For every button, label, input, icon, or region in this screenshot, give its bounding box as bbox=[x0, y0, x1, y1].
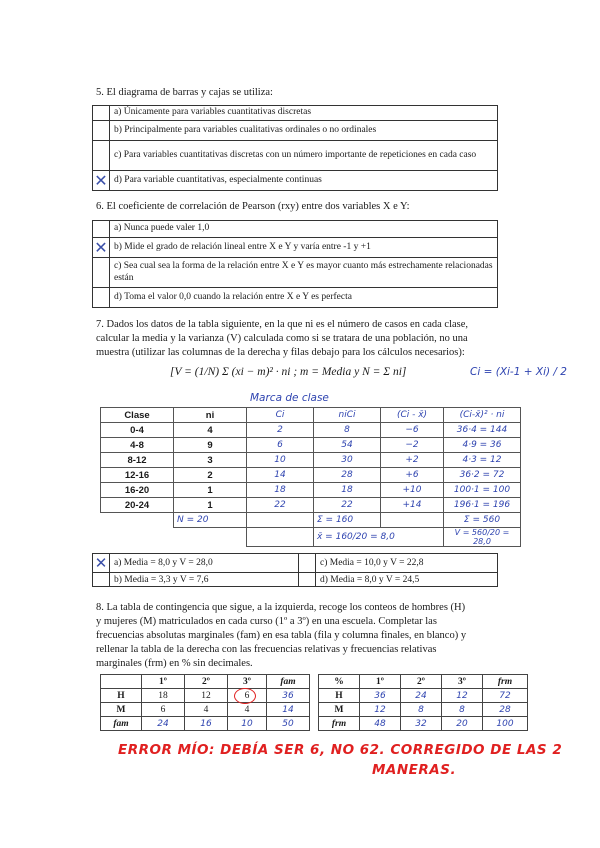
q7-cell[interactable]: 4·3 = 12 bbox=[444, 453, 521, 468]
q7-sum-n[interactable]: N = 20 bbox=[174, 513, 247, 528]
error-note-line1: ERROR MÍO: DEBÍA SER 6, NO 62. CORREGIDO DE LAS 2 bbox=[118, 742, 563, 758]
q7-cell[interactable]: 22 bbox=[314, 498, 381, 513]
q8-cell[interactable]: 32 bbox=[401, 717, 442, 731]
q7-cell: 8-12 bbox=[101, 453, 174, 468]
table-row bbox=[319, 689, 528, 703]
table-row bbox=[101, 438, 521, 453]
q7-cell[interactable]: 22 bbox=[247, 498, 314, 513]
q8-cell-value: 6 bbox=[244, 690, 250, 701]
q8-cell[interactable]: 24 bbox=[142, 717, 185, 731]
q7-cell[interactable]: +10 bbox=[381, 483, 444, 498]
q8-cell: M bbox=[101, 703, 142, 717]
q7-cell[interactable]: 18 bbox=[247, 483, 314, 498]
error-note-line2: MANERAS. bbox=[372, 762, 457, 778]
q8-count-table bbox=[100, 674, 310, 731]
q7-header-class: Clase bbox=[101, 408, 174, 423]
q7-class-mark-note: Marca de clase bbox=[250, 392, 329, 404]
q7-title-line3: muestra (utilizar las columnas de la derecha y filas debajo para los cálculos necesarios): bbox=[96, 347, 465, 358]
q7-cell[interactable]: +6 bbox=[381, 468, 444, 483]
q6-mark-b[interactable]: ✕ bbox=[94, 237, 108, 257]
q8-cell[interactable]: 36 bbox=[267, 689, 310, 703]
q7-answer-d: d) Media = 8,0 y V = 24,5 bbox=[316, 573, 498, 587]
q7-header-sq: (Ci-x̄)² · ni bbox=[444, 408, 521, 423]
q7-cell[interactable]: 30 bbox=[314, 453, 381, 468]
q8-cell: fam bbox=[101, 717, 142, 731]
q7-title-line2: calcular la media y la varianza (V) calculada como si se tratara de una población, no una bbox=[96, 333, 468, 344]
q7-class-mark-formula: Ci = (Xi-1 + Xi) / 2 bbox=[470, 366, 567, 378]
q7-cell[interactable] bbox=[247, 528, 314, 547]
q7-cell[interactable]: 36·2 = 72 bbox=[444, 468, 521, 483]
table-row bbox=[101, 483, 521, 498]
q8-line3: frecuencias absolutas marginales (fam) en esa tabla (fila y columna finales, en blanco) y bbox=[96, 630, 467, 641]
q7-cell: 16-20 bbox=[101, 483, 174, 498]
q7-cell[interactable] bbox=[247, 513, 314, 528]
q7-cell bbox=[101, 513, 174, 528]
q8-cell: 4 bbox=[185, 703, 228, 717]
q5-option-a: a) Únicamente para variables cuantitativas discretas bbox=[110, 106, 498, 121]
q8-cell: 12 bbox=[185, 689, 228, 703]
q7-var-calc[interactable]: V = 560/20 = 28,0 bbox=[444, 528, 521, 547]
table-row bbox=[101, 528, 521, 547]
q6-option-d: d) Toma el valor 0,0 cuando la relación entre X e Y es perfecta bbox=[110, 288, 498, 308]
q7-cell: 4 bbox=[174, 423, 247, 438]
q7-cell: 3 bbox=[174, 453, 247, 468]
table-row bbox=[101, 423, 521, 438]
q8-cell: M bbox=[319, 703, 360, 717]
q8-line5: marginales (frm) en % sin decimales. bbox=[96, 658, 253, 669]
table-row bbox=[101, 689, 310, 703]
q7-cell bbox=[101, 528, 174, 547]
q7-cell: 20-24 bbox=[101, 498, 174, 513]
q7-mark-a[interactable]: ✕ bbox=[93, 554, 110, 573]
table-row bbox=[319, 703, 528, 717]
q8-line2: y mujeres (M) matriculados en cada curso (1º a 3º) en una escuela. Completar las bbox=[96, 616, 437, 627]
q7-cell[interactable]: 54 bbox=[314, 438, 381, 453]
q5-title: 5. El diagrama de barras y cajas se utiliza: bbox=[96, 87, 273, 98]
q8-line4: rellenar la tabla de la derecha con las frecuencias relativas y frecuencias relativas bbox=[96, 644, 437, 655]
q8-cell[interactable]: 8 bbox=[442, 703, 483, 717]
q8-cell[interactable]: 14 bbox=[267, 703, 310, 717]
q8-right-header: 2º bbox=[401, 675, 442, 689]
q8-cell[interactable]: 20 bbox=[442, 717, 483, 731]
q8-relative-table bbox=[318, 674, 528, 731]
table-row bbox=[319, 717, 528, 731]
q8-left-header: 3º bbox=[228, 675, 267, 689]
q8-cell[interactable]: 8 bbox=[401, 703, 442, 717]
q8-cell[interactable]: 48 bbox=[360, 717, 401, 731]
q7-mark-b[interactable] bbox=[93, 573, 110, 587]
q8-cell[interactable]: 24 bbox=[401, 689, 442, 703]
q8-left-header: fam bbox=[267, 675, 310, 689]
q7-answer-a: a) Media = 8,0 y V = 28,0 bbox=[110, 554, 299, 573]
q6-option-b: b) Mide el grado de relación lineal entre X e Y y varía entre -1 y +1 bbox=[110, 238, 498, 258]
q7-cell[interactable]: 18 bbox=[314, 483, 381, 498]
q8-cell: frm bbox=[319, 717, 360, 731]
q7-cell[interactable]: 100·1 = 100 bbox=[444, 483, 521, 498]
q7-cell[interactable] bbox=[381, 513, 444, 528]
q7-data-table bbox=[100, 407, 521, 547]
q7-header-dev: (Ci - x̄) bbox=[381, 408, 444, 423]
q7-mean-calc[interactable]: x̄ = 160/20 = 8,0 bbox=[314, 528, 444, 547]
q7-answer-b: b) Media = 3,3 y V = 7,6 bbox=[110, 573, 299, 587]
table-row bbox=[101, 498, 521, 513]
q7-cell: 2 bbox=[174, 468, 247, 483]
q8-right-header: 1º bbox=[360, 675, 401, 689]
q7-cell: 9 bbox=[174, 438, 247, 453]
table-row bbox=[101, 513, 521, 528]
q5-option-d: d) Para variable cuantitativas, especialmente continuas bbox=[110, 171, 498, 191]
q5-option-c: c) Para variables cuantitativas discretas con un número importante de repeticiones en cada caso bbox=[110, 141, 498, 171]
q7-cell: 0-4 bbox=[101, 423, 174, 438]
q8-cell[interactable]: 28 bbox=[483, 703, 528, 717]
q6-title: 6. El coeficiente de correlación de Pearson (rxy) entre dos variables X e Y: bbox=[96, 201, 410, 212]
q6-option-c: c) Sea cual sea la forma de la relación entre X e Y es mayor cuanto más estrechamente relacionadas están bbox=[110, 258, 498, 288]
q8-cell: 18 bbox=[142, 689, 185, 703]
q7-cell[interactable]: 36·4 = 144 bbox=[444, 423, 521, 438]
table-row bbox=[101, 453, 521, 468]
q7-cell[interactable]: 6 bbox=[247, 438, 314, 453]
q5-mark-a[interactable] bbox=[93, 106, 110, 121]
q8-cell: H bbox=[101, 689, 142, 703]
q6-option-a: a) Nunca puede valer 1,0 bbox=[110, 221, 498, 238]
q7-cell[interactable]: 28 bbox=[314, 468, 381, 483]
q7-header-nici: niCi bbox=[314, 408, 381, 423]
q8-right-corner: % bbox=[319, 675, 360, 689]
q8-cell: 6 bbox=[142, 703, 185, 717]
q7-cell: 1 bbox=[174, 483, 247, 498]
q8-cell[interactable]: 50 bbox=[267, 717, 310, 731]
q7-mark-d[interactable] bbox=[299, 573, 316, 587]
q7-answer-c: c) Media = 10,0 y V = 22,8 bbox=[316, 554, 498, 573]
q6-options bbox=[92, 220, 498, 308]
q7-cell: 4-8 bbox=[101, 438, 174, 453]
q8-left-header: 1º bbox=[142, 675, 185, 689]
q7-header-ni: ni bbox=[174, 408, 247, 423]
q7-cell[interactable]: +2 bbox=[381, 453, 444, 468]
q7-cell: 12-16 bbox=[101, 468, 174, 483]
q7-formula: [V = (1/N) Σ (xi − m)² · ni ; m = Media y N = Σ ni] bbox=[170, 366, 407, 378]
q7-cell[interactable]: 10 bbox=[247, 453, 314, 468]
q8-cell: H bbox=[319, 689, 360, 703]
q7-title-line1: 7. Dados los datos de la tabla siguiente, en la que ni es el número de casos en cada clase, bbox=[96, 319, 469, 330]
q7-sum-nici[interactable]: Σ = 160 bbox=[314, 513, 381, 528]
q6-mark-c[interactable] bbox=[93, 258, 110, 288]
q7-answers bbox=[92, 553, 498, 587]
q7-cell: 1 bbox=[174, 498, 247, 513]
q8-right-header: 3º bbox=[442, 675, 483, 689]
q7-cell[interactable]: +14 bbox=[381, 498, 444, 513]
q7-cell[interactable]: 14 bbox=[247, 468, 314, 483]
table-row bbox=[101, 717, 310, 731]
q5-mark-b[interactable] bbox=[93, 121, 110, 141]
q7-cell[interactable]: −6 bbox=[381, 423, 444, 438]
q7-cell[interactable]: 2 bbox=[247, 423, 314, 438]
red-circle-icon bbox=[234, 688, 256, 704]
q7-mark-c[interactable] bbox=[299, 554, 316, 573]
q8-cell[interactable]: 12 bbox=[442, 689, 483, 703]
q5-options bbox=[92, 105, 498, 191]
q7-cell bbox=[174, 528, 247, 547]
q5-option-b: b) Principalmente para variables cualitativas ordinales o no ordinales bbox=[110, 121, 498, 141]
q6-mark-a[interactable] bbox=[93, 221, 110, 238]
q8-cell[interactable]: 16 bbox=[185, 717, 228, 731]
q8-corrected-cell bbox=[228, 689, 267, 703]
q8-right-header: frm bbox=[483, 675, 528, 689]
q8-cell[interactable]: 36 bbox=[360, 689, 401, 703]
q5-mark-d[interactable]: ✕ bbox=[94, 170, 108, 190]
q8-left-header: 2º bbox=[185, 675, 228, 689]
q7-cell[interactable]: 8 bbox=[314, 423, 381, 438]
table-row bbox=[101, 703, 310, 717]
q8-cell[interactable]: 100 bbox=[483, 717, 528, 731]
q5-mark-c[interactable] bbox=[93, 141, 110, 171]
q7-header-ci: Ci bbox=[247, 408, 314, 423]
q7-sum-sq[interactable]: Σ = 560 bbox=[444, 513, 521, 528]
q8-cell[interactable]: 10 bbox=[228, 717, 267, 731]
q8-left-corner bbox=[101, 675, 142, 689]
q8-line1: 8. La tabla de contingencia que sigue, a la izquierda, recoge los conteos de hombres (H) bbox=[96, 602, 466, 613]
q7-cell[interactable]: −2 bbox=[381, 438, 444, 453]
q7-cell[interactable]: 4·9 = 36 bbox=[444, 438, 521, 453]
table-row bbox=[101, 468, 521, 483]
q7-cell[interactable]: 196·1 = 196 bbox=[444, 498, 521, 513]
q8-cell[interactable]: 72 bbox=[483, 689, 528, 703]
q6-mark-d[interactable] bbox=[93, 288, 110, 308]
q8-cell: 4 bbox=[228, 703, 267, 717]
q8-cell[interactable]: 12 bbox=[360, 703, 401, 717]
